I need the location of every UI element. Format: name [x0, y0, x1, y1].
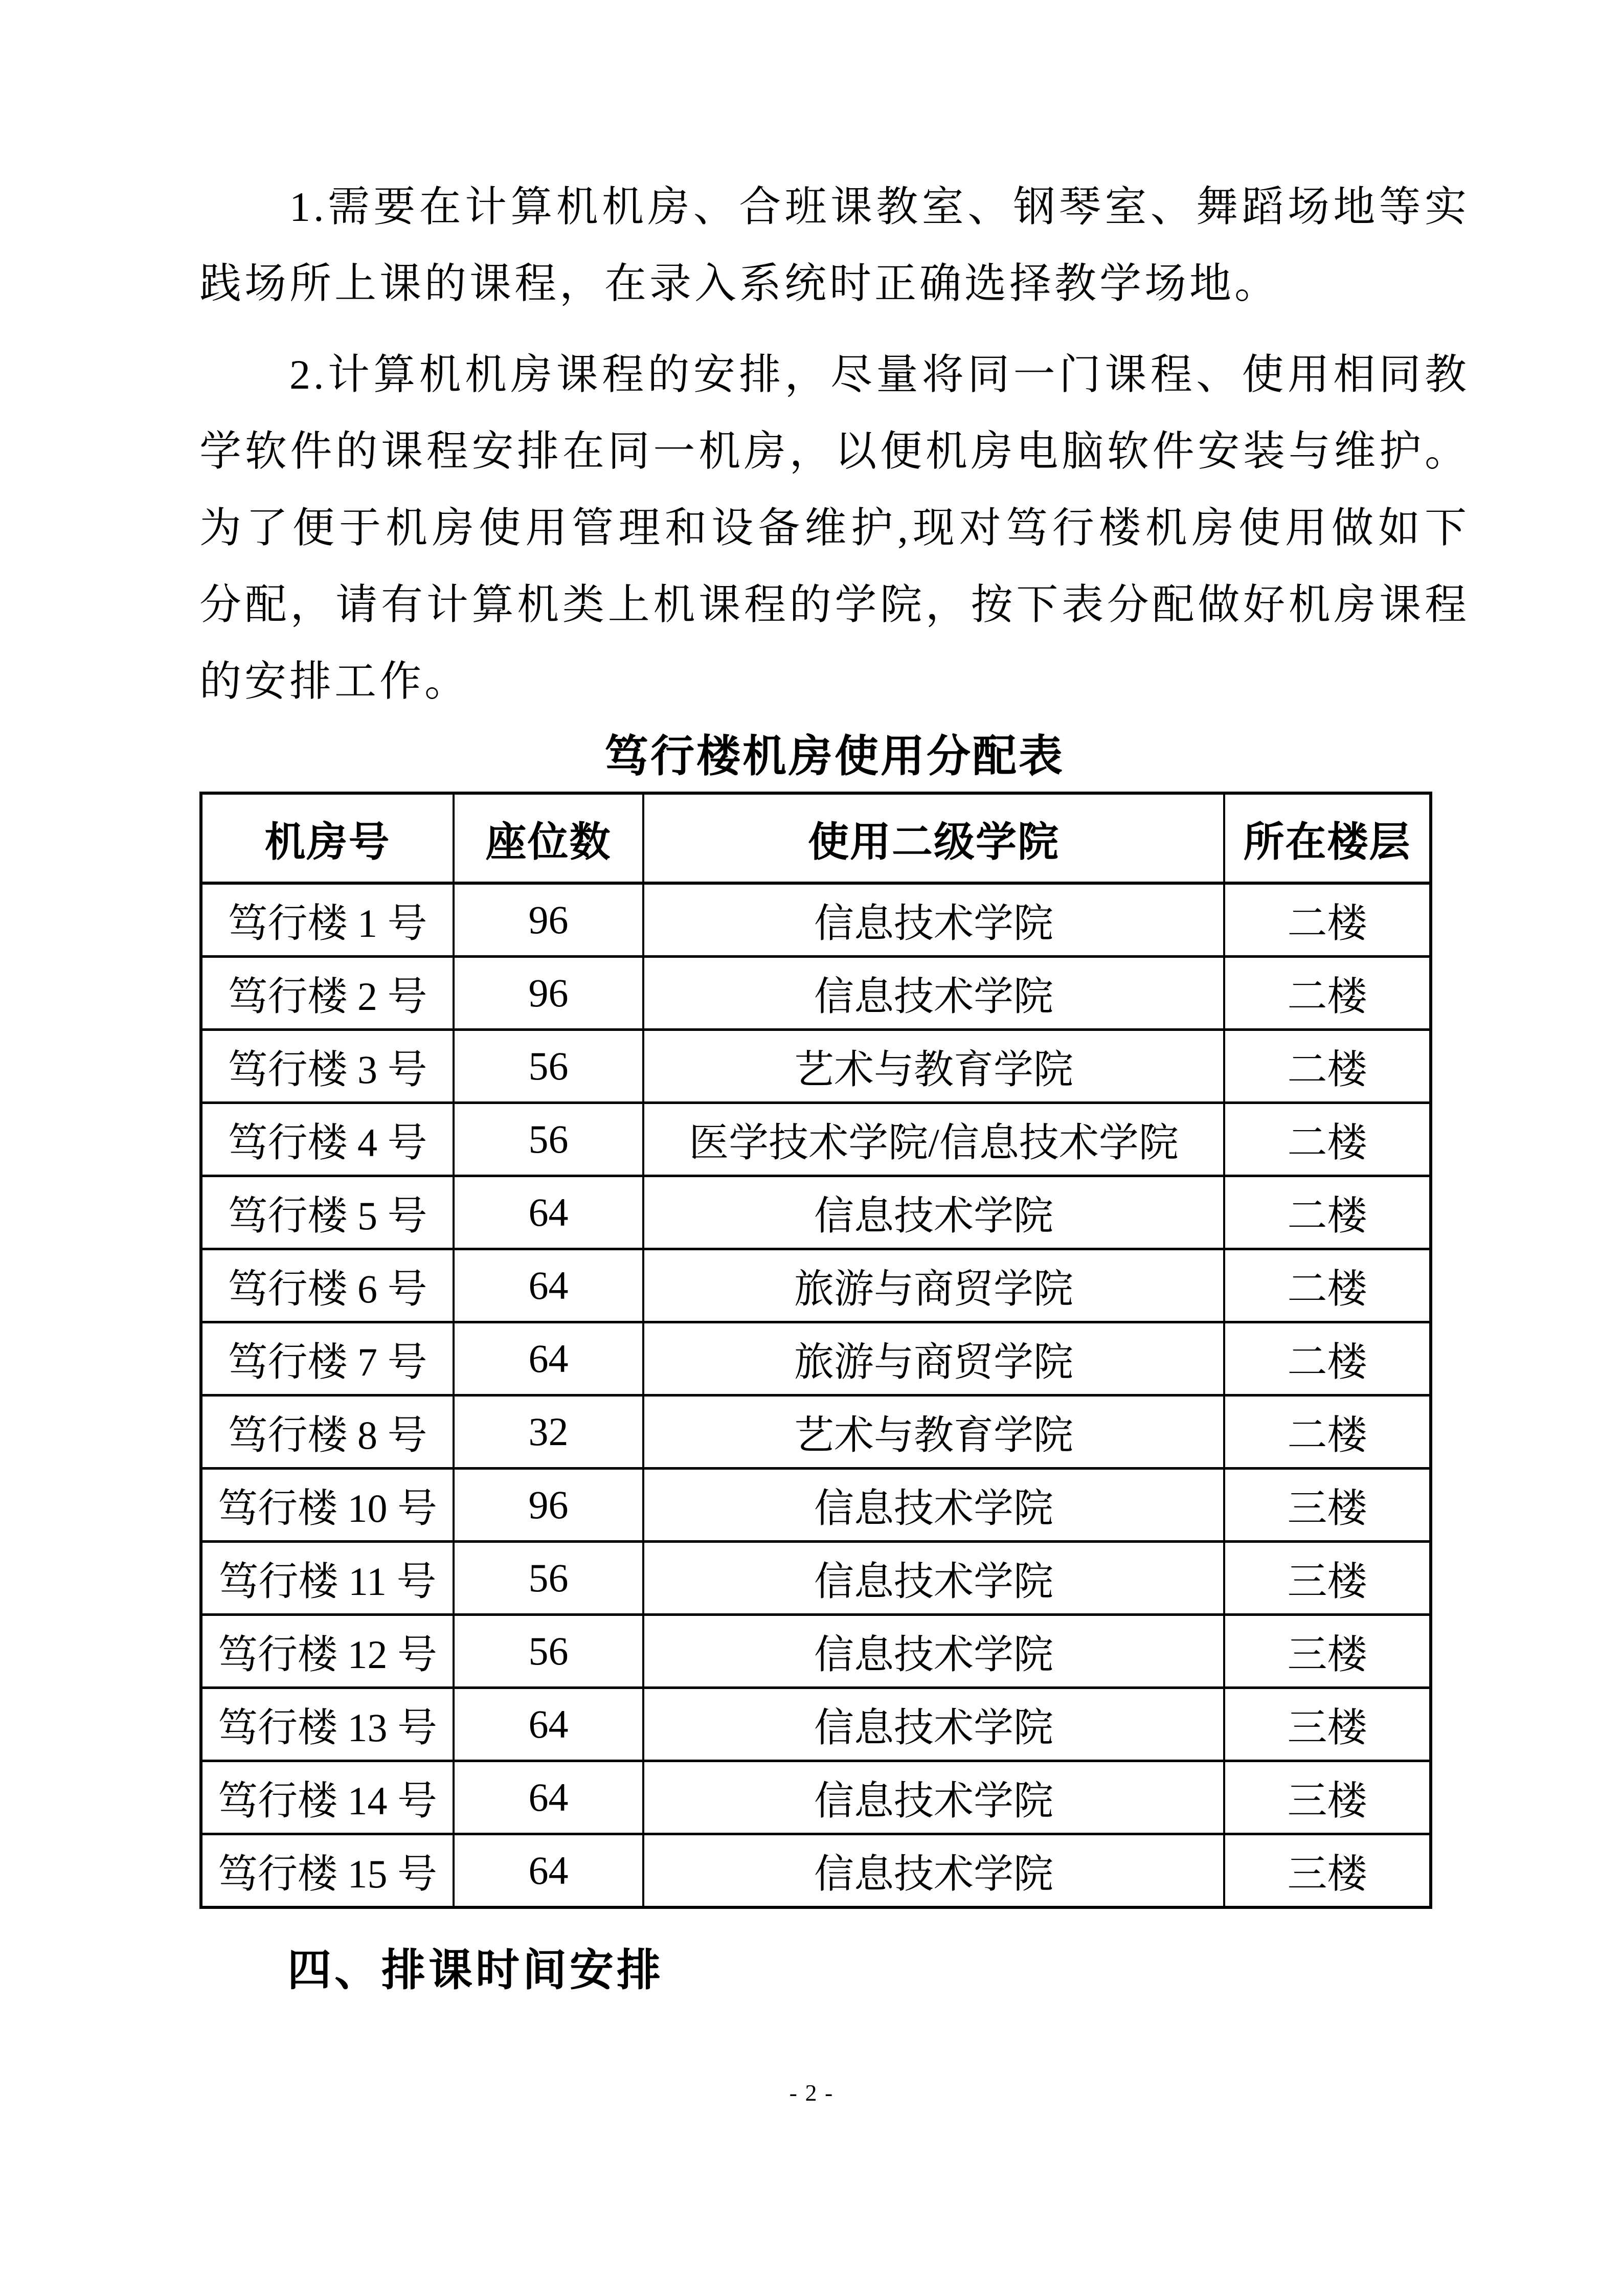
cell-seats: 64	[454, 1688, 643, 1761]
cell-room: 笃行楼 6 号	[201, 1249, 454, 1322]
cell-room: 笃行楼 11 号	[201, 1542, 454, 1615]
cell-floor: 三楼	[1224, 1834, 1431, 1908]
table-row	[201, 883, 1431, 957]
table-row	[201, 1761, 1431, 1834]
cell-room: 笃行楼 4 号	[201, 1103, 454, 1176]
cell-college: 信息技术学院	[643, 1761, 1224, 1834]
cell-seats: 56	[454, 1103, 643, 1176]
cell-seats: 64	[454, 1761, 643, 1834]
cell-floor: 二楼	[1224, 957, 1431, 1030]
table-body	[201, 883, 1431, 1907]
table-header	[201, 793, 1431, 883]
cell-seats: 64	[454, 1249, 643, 1322]
cell-college: 信息技术学院	[643, 883, 1224, 957]
cell-floor: 二楼	[1224, 883, 1431, 957]
cell-college: 旅游与商贸学院	[643, 1322, 1224, 1395]
cell-floor: 二楼	[1224, 1176, 1431, 1249]
cell-floor: 二楼	[1224, 1395, 1431, 1469]
page-number: - 2 -	[789, 2080, 834, 2106]
cell-college: 信息技术学院	[643, 1834, 1224, 1908]
cell-room: 笃行楼 7 号	[201, 1322, 454, 1395]
cell-room: 笃行楼 12 号	[201, 1615, 454, 1688]
cell-seats: 32	[454, 1395, 643, 1469]
cell-room: 笃行楼 1 号	[201, 883, 454, 957]
cell-floor: 三楼	[1224, 1615, 1431, 1688]
cell-room: 笃行楼 10 号	[201, 1469, 454, 1542]
cell-room: 笃行楼 13 号	[201, 1688, 454, 1761]
cell-room: 笃行楼 15 号	[201, 1834, 454, 1908]
header-row	[201, 793, 1431, 883]
paragraph-2: 2.计算机机房课程的安排，尽量将同一门课程、使用相同教学软件的课程安排在同一机房，以便机房电脑软件安装与维护。为了便于机房使用管理和设备维护,现对笃行楼机房使用做如下分配，请有计算机类上机课程的学院，按下表分配做好机房课程的安排工作。	[199, 351, 1470, 705]
cell-room: 笃行楼 3 号	[201, 1030, 454, 1103]
cell-seats: 56	[454, 1542, 643, 1615]
cell-floor: 三楼	[1224, 1469, 1431, 1542]
cell-college: 艺术与教育学院	[643, 1395, 1224, 1469]
cell-college: 医学技术学院/信息技术学院	[643, 1103, 1224, 1176]
cell-college: 信息技术学院	[643, 1469, 1224, 1542]
table-row	[201, 1322, 1431, 1395]
table-row	[201, 957, 1431, 1030]
cell-seats: 56	[454, 1030, 643, 1103]
cell-floor: 二楼	[1224, 1249, 1431, 1322]
table-row	[201, 1469, 1431, 1542]
cell-floor: 二楼	[1224, 1322, 1431, 1395]
table-row	[201, 1395, 1431, 1469]
paragraph-1: 1.需要在计算机机房、合班课教室、钢琴室、舞蹈场地等实践场所上课的课程，在录入系统时正确选择教学场地。	[199, 184, 1470, 307]
section-heading: 四、排课时间安排	[287, 1946, 664, 1995]
cell-room: 笃行楼 8 号	[201, 1395, 454, 1469]
column-header-college: 使用二级学院	[643, 793, 1224, 883]
cell-college: 旅游与商贸学院	[643, 1249, 1224, 1322]
cell-seats: 96	[454, 883, 643, 957]
column-header-room: 机房号	[201, 793, 454, 883]
cell-seats: 64	[454, 1834, 643, 1908]
table-row	[201, 1249, 1431, 1322]
table-title: 笃行楼机房使用分配表	[604, 732, 1065, 781]
cell-room: 笃行楼 5 号	[201, 1176, 454, 1249]
cell-floor: 三楼	[1224, 1761, 1431, 1834]
cell-college: 信息技术学院	[643, 1176, 1224, 1249]
cell-floor: 三楼	[1224, 1542, 1431, 1615]
cell-floor: 三楼	[1224, 1688, 1431, 1761]
cell-college: 信息技术学院	[643, 1615, 1224, 1688]
cell-seats: 64	[454, 1176, 643, 1249]
table-row	[201, 1615, 1431, 1688]
column-header-floor: 所在楼层	[1224, 793, 1431, 883]
column-header-seats: 座位数	[454, 793, 643, 883]
table-row	[201, 1834, 1431, 1908]
table-row	[201, 1176, 1431, 1249]
cell-seats: 56	[454, 1615, 643, 1688]
cell-seats: 64	[454, 1322, 643, 1395]
cell-floor: 二楼	[1224, 1103, 1431, 1176]
cell-college: 艺术与教育学院	[643, 1030, 1224, 1103]
table-row	[201, 1688, 1431, 1761]
cell-floor: 二楼	[1224, 1030, 1431, 1103]
cell-college: 信息技术学院	[643, 1688, 1224, 1761]
cell-room: 笃行楼 2 号	[201, 957, 454, 1030]
table-row	[201, 1030, 1431, 1103]
table-row	[201, 1103, 1431, 1176]
table-row	[201, 1542, 1431, 1615]
cell-seats: 96	[454, 1469, 643, 1542]
cell-room: 笃行楼 14 号	[201, 1761, 454, 1834]
cell-seats: 96	[454, 957, 643, 1030]
room-allocation-table	[199, 792, 1432, 1909]
cell-college: 信息技术学院	[643, 957, 1224, 1030]
cell-college: 信息技术学院	[643, 1542, 1224, 1615]
